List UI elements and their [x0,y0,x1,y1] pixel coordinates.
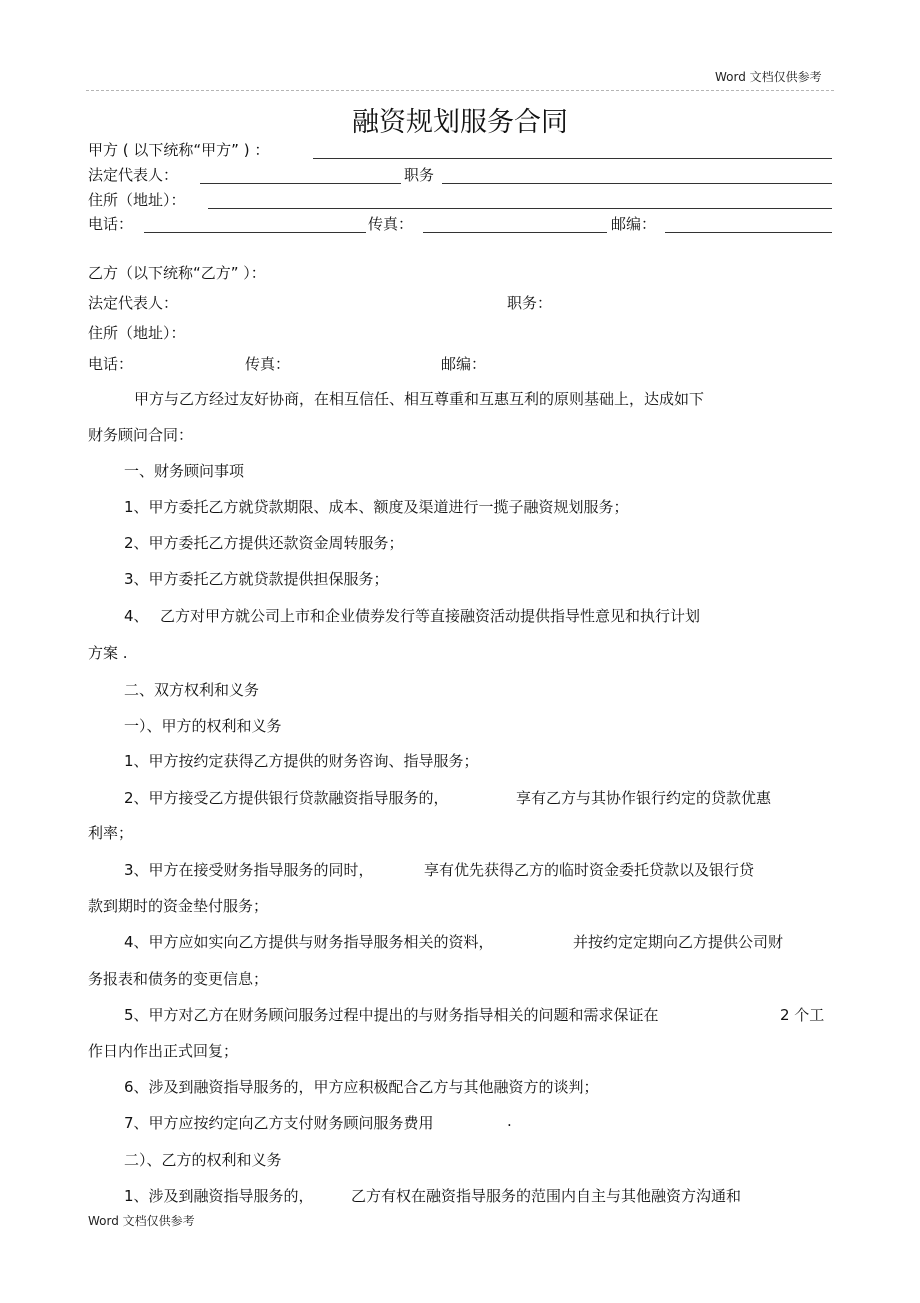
party-a-duty-4-continued: 务报表和债务的变更信息； [88,970,269,988]
party-a-duty-7-period: . [507,1112,512,1130]
section-2-heading: 二、双方权利和义务 [124,681,260,699]
party-a-address-label: 住所（地址）： [88,191,186,209]
party-a-phone-label: 电话： [88,215,134,233]
party-a-duty-7: 7、甲方应按约定向乙方支付财务顾问服务费用 [124,1114,434,1132]
intro-line-1: 甲方与乙方经过友好协商，在相互信任、相互尊重和互惠互利的原则基础上，达成如下 [134,390,705,408]
party-a-name-fill-line [313,158,832,159]
party-a-fax-fill-line [423,232,607,233]
footer-note: Word 文档仅供参考 [88,1214,195,1228]
subsection-party-a-heading: 一）、甲方的权利和义务 [124,717,282,735]
party-a-name-label: 甲方 ( 以下统称“甲方” ) ： [88,141,270,159]
party-a-phone-fill-line [144,232,366,233]
section-1-item-2: 2、甲方委托乙方提供还款资金周转服务； [124,534,404,552]
party-b-phone-label: 电话： [88,355,134,373]
section-1-item-3: 3、甲方委托乙方就贷款提供担保服务； [124,570,389,588]
header-rule [86,90,834,91]
party-a-position-label: 职务 [404,166,435,184]
party-b-address-label: 住所（地址）： [88,324,186,342]
party-a-duty-1: 1、甲方按约定获得乙方提供的财务咨询、指导服务； [124,752,479,770]
section-1-item-4-number: 4、 [124,607,149,625]
section-1-item-4-text: 乙方对甲方就公司上市和企业债券发行等直接融资活动提供指导性意见和执行计划 [160,607,701,625]
party-b-duty-1: 1、涉及到融资指导服务的， [124,1187,314,1205]
party-a-duty-4-b: 并按约定定期向乙方提供公司财 [573,933,784,951]
party-a-post-fill-line [665,232,832,233]
party-a-duty-3: 3、甲方在接受财务指导服务的同时， [124,861,374,879]
section-1-heading: 一、财务顾问事项 [124,462,245,480]
party-b-name-label: 乙方（以下统称“乙方” ）： [88,264,266,282]
party-a-fax-label: 传真： [368,215,414,233]
party-a-duty-2: 2、甲方接受乙方提供银行贷款融资指导服务的， [124,789,449,807]
header-note: Word 文档仅供参考 [715,70,822,84]
party-a-duty-2-b: 享有乙方与其协作银行约定的贷款优惠 [516,789,772,807]
party-a-duty-5-b: 2 个工 [780,1006,825,1024]
party-a-rep-label: 法定代表人： [88,166,179,184]
party-b-rep-label: 法定代表人： [88,294,179,312]
party-a-address-fill-line [208,208,832,209]
party-a-rep-fill-line [200,183,401,184]
intro-line-2: 财务顾问合同： [88,426,194,444]
party-a-duty-6: 6、涉及到融资指导服务的，甲方应积极配合乙方与其他融资方的谈判； [124,1078,599,1096]
party-b-position-label: 职务： [507,294,553,312]
party-b-duty-1-b: 乙方有权在融资指导服务的范围内自主与其他融资方沟通和 [351,1187,742,1205]
party-b-post-label: 邮编： [441,355,487,373]
party-b-fax-label: 传真： [245,355,291,373]
subsection-party-b-heading: 二）、乙方的权利和义务 [124,1151,282,1169]
party-a-duty-3-b: 享有优先获得乙方的临时资金委托贷款以及银行贷 [424,861,755,879]
party-a-post-label: 邮编： [611,215,657,233]
party-a-duty-4: 4、甲方应如实向乙方提供与财务指导服务相关的资料， [124,933,494,951]
page-title: 融资规划服务合同 [352,107,568,138]
section-1-item-4-continued: 方案 . [88,644,128,662]
party-a-duty-5: 5、甲方对乙方在财务顾问服务过程中提出的与财务指导相关的问题和需求保证在 [124,1006,659,1024]
party-a-duty-2-continued: 利率； [88,824,134,842]
party-a-duty-5-continued: 作日内作出正式回复； [88,1042,239,1060]
section-1-item-1: 1、甲方委托乙方就贷款期限、成本、额度及渠道进行一揽子融资规划服务； [124,498,629,516]
party-a-duty-3-continued: 款到期时的资金垫付服务； [88,897,269,915]
party-a-position-fill-line [442,183,832,184]
